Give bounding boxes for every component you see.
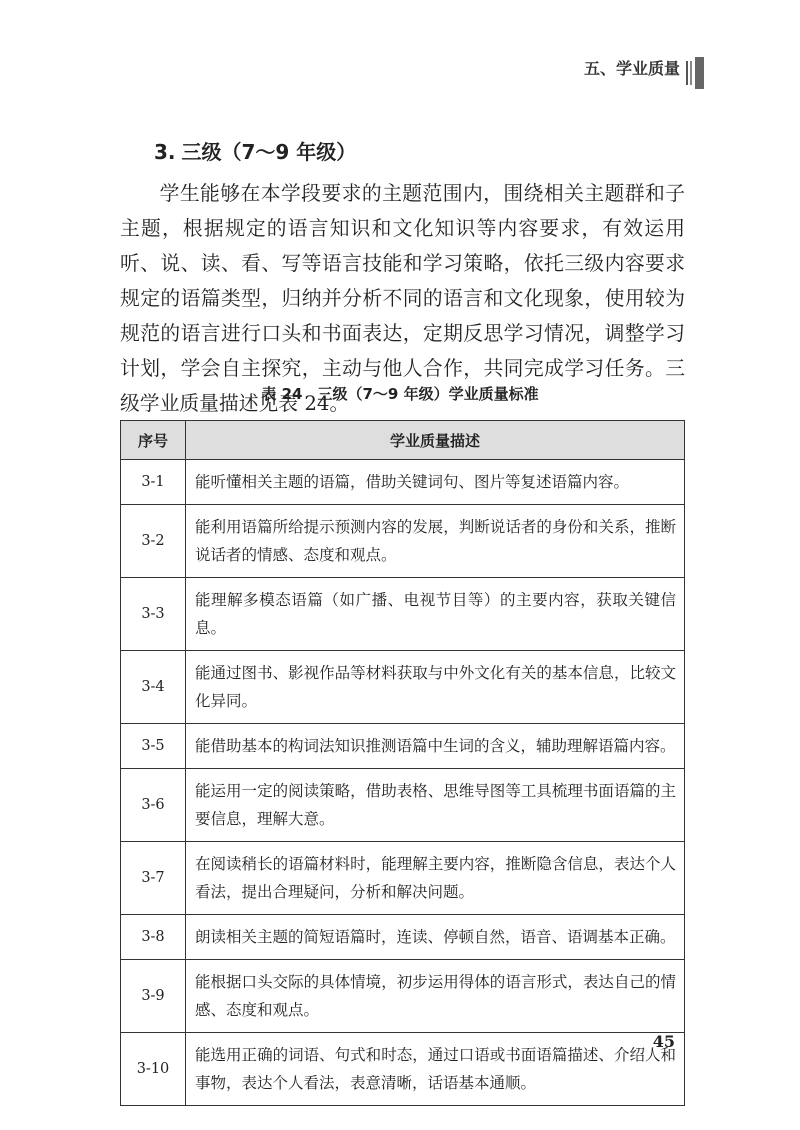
table-row: [121, 915, 685, 960]
section-number: 3.: [154, 140, 176, 164]
row-description: 能理解多模态语篇（如广播、电视节目等）的主要内容，获取关键信息。: [186, 578, 685, 651]
table-row: [121, 724, 685, 769]
header-description: 学业质量描述: [186, 421, 685, 460]
row-description: 朗读相关主题的简短语篇时，连读、停顿自然，语音、语调基本正确。: [186, 915, 685, 960]
row-id: 3-7: [121, 842, 186, 915]
row-description: 能选用正确的词语、句式和时态，通过口语或书面语篇描述、介绍人和事物，表达个人看法，表意清晰，话语基本通顺。: [186, 1033, 685, 1106]
page-number: 45: [652, 1032, 675, 1051]
table-caption: 表 24 三级（7～9 年级）学业质量标准: [261, 385, 539, 403]
table-header-row: [121, 421, 685, 460]
quality-standard-table: [120, 420, 685, 1106]
section-title: 三级（7～9 年级）: [181, 140, 357, 164]
table-row: [121, 960, 685, 1033]
row-description: 能听懂相关主题的语篇，借助关键词句、图片等复述语篇内容。: [186, 460, 685, 505]
row-id: 3-2: [121, 505, 186, 578]
row-id: 3-1: [121, 460, 186, 505]
section-heading: [154, 136, 356, 165]
table-row: [121, 460, 685, 505]
table-row: [121, 1033, 685, 1106]
table-row: [121, 505, 685, 578]
row-id: 3-9: [121, 960, 186, 1033]
row-description: 在阅读稍长的语篇材料时，能理解主要内容，推断隐含信息，表达个人看法，提出合理疑问，分析和解决问题。: [186, 842, 685, 915]
table-row: [121, 842, 685, 915]
row-description: 能通过图书、影视作品等材料获取与中外文化有关的基本信息，比较文化异同。: [186, 651, 685, 724]
table-row: [121, 769, 685, 842]
row-id: 3-8: [121, 915, 186, 960]
row-id: 3-6: [121, 769, 186, 842]
row-description: 能利用语篇所给提示预测内容的发展，判断说话者的身份和关系，推断说话者的情感、态度和观点。: [186, 505, 685, 578]
row-id: 3-5: [121, 724, 186, 769]
row-id: 3-4: [121, 651, 186, 724]
row-id: 3-10: [121, 1033, 186, 1106]
body-paragraph: 学生能够在本学段要求的主题范围内，围绕相关主题群和子主题，根据规定的语言知识和文化知识等内容要求，有效运用听、说、读、看、写等语言技能和学习策略，依托三级内容要求规定的语篇类型，归纳并分析不同的语言和文化现象，使用较为规范的语言进行口头和书面表达，定期反思学习情况，调整学习计划，学会自主探究，主动与他人合作，共同完成学习任务。三级学业质量描述见表 24。: [120, 182, 685, 415]
row-id: 3-3: [121, 578, 186, 651]
running-header: 五、学业质量: [583, 59, 680, 78]
row-description: 能根据口头交际的具体情境，初步运用得体的语言形式，表达自己的情感、态度和观点。: [186, 960, 685, 1033]
row-description: 能借助基本的构词法知识推测语篇中生词的含义，辅助理解语篇内容。: [186, 724, 685, 769]
table-row: [121, 578, 685, 651]
header-bar-mark: [684, 55, 714, 91]
header-id: 序号: [121, 421, 186, 460]
table-row: [121, 651, 685, 724]
row-description: 能运用一定的阅读策略，借助表格、思维导图等工具梳理书面语篇的主要信息，理解大意。: [186, 769, 685, 842]
